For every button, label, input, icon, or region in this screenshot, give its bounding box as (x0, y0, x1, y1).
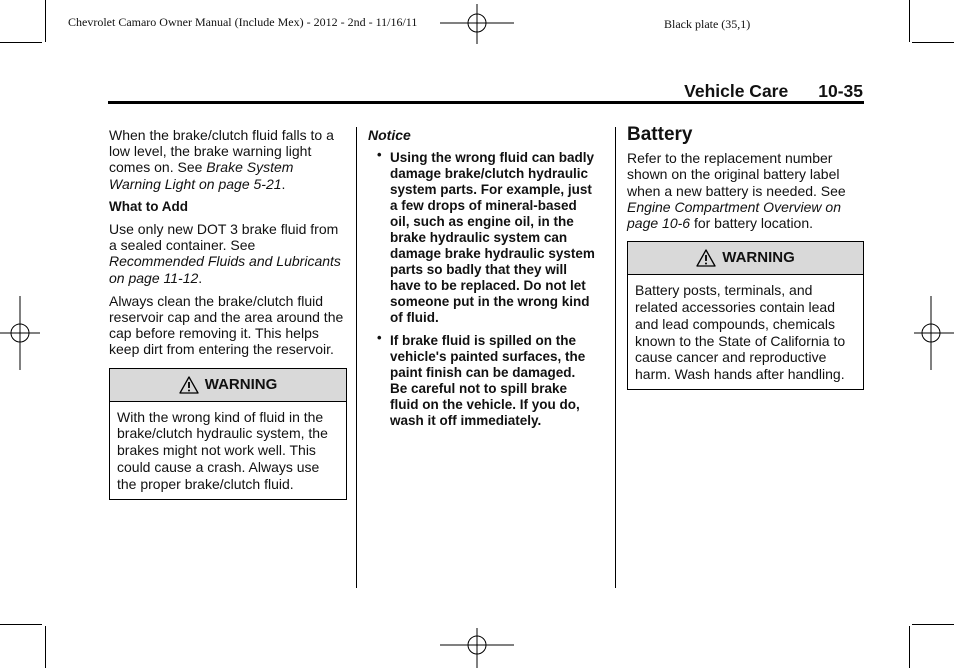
crop-mark-bottom-left-h (0, 624, 42, 625)
brake-warning-link[interactable]: Brake System Warning Light on page 5-21 (109, 159, 294, 192)
registration-mark-top-icon (440, 4, 514, 44)
warning-header (110, 369, 346, 402)
warning-text: Battery posts, terminals, and related accessories contain lead and lead compounds, chemicals known to the State of California to cause cancer and reproductive harm. Wash hands after handling. (635, 282, 846, 383)
crop-mark-top-left-v (45, 0, 46, 42)
crop-mark-bottom-right-h (912, 624, 954, 625)
crop-mark-top-right-v (909, 0, 910, 42)
page-number: 10-35 (818, 81, 863, 101)
what-to-add-heading: What to Add (109, 198, 188, 214)
column-divider-2 (615, 127, 616, 588)
column-2 (368, 127, 596, 436)
dot3-paragraph: Use only new DOT 3 brake fluid from a sealed container. See Recommended Fluids and Lubricants on page 11-12. (109, 221, 341, 286)
notice-list (368, 147, 596, 429)
column-divider-1 (356, 127, 357, 588)
print-header-right: Black plate (35,1) (664, 17, 751, 31)
recommended-fluids-link[interactable]: Recommended Fluids and Lubricants on page 11-12 (109, 253, 341, 286)
print-header-left: Chevrolet Camaro Owner Manual (Include Mex) - 2012 - 2nd - 11/16/11 (68, 15, 418, 29)
warning-triangle-icon (179, 376, 199, 394)
warning-box-brake (109, 368, 347, 500)
battery-section-title: Battery (627, 124, 693, 145)
registration-mark-right-icon (914, 296, 954, 370)
warning-text: With the wrong kind of fluid in the brake/clutch hydraulic system, the brakes might not work well. This could cause a crash. Always use the proper brake/clutch fluid. (117, 408, 328, 492)
warning-label: WARNING (722, 249, 795, 267)
warning-box-battery (627, 241, 864, 390)
crop-mark-top-left-h (0, 42, 42, 43)
battery-intro: Refer to the replacement number shown on the original battery label when a new battery is needed. See Engine Compartment Overview on page 10-6 for battery location. (627, 150, 846, 232)
bullet-icon: • (377, 330, 382, 346)
brake-fluid-intro: When the brake/clutch fluid falls to a low level, the brake warning light comes on. See Brake System Warning Light on page 5-21. (109, 127, 334, 192)
running-header (684, 81, 863, 102)
list-item: • If brake fluid is spilled on the vehicle's painted surfaces, the paint finish can be damaged. Be careful not to spill brake fluid on the vehicle. If you do, wash it off immediately. (377, 330, 586, 429)
column-3 (627, 124, 864, 390)
warning-triangle-icon (696, 249, 716, 267)
list-item: • Using the wrong fluid can badly damage brake/clutch hydraulic system parts. For example, just a few drops of mineral-based oil, such as engine oil, in the brake hydraulic system can damage brake hydraulic system parts so badly that they will have to be replaced. Do not let someone put in the wrong kind of fluid. (377, 147, 595, 326)
warning-header (628, 242, 863, 275)
crop-mark-top-right-h (912, 42, 954, 43)
bullet-icon: • (377, 147, 382, 163)
registration-mark-bottom-icon (440, 628, 514, 668)
section-name: Vehicle Care (684, 81, 789, 101)
clean-reservoir-paragraph: Always clean the brake/clutch fluid reservoir cap and the area around the cap before removing it. This helps keep dirt from entering the reservoir. (109, 292, 344, 358)
crop-mark-bottom-left-v (45, 626, 46, 668)
engine-compartment-link[interactable]: Engine Compartment Overview on page 10-6 (627, 198, 841, 232)
warning-label: WARNING (204, 375, 278, 393)
column-1 (109, 127, 349, 500)
registration-mark-left-icon (0, 296, 40, 370)
notice-title: Notice (368, 127, 411, 143)
crop-mark-bottom-right-v (909, 626, 910, 668)
header-rule (108, 101, 864, 104)
